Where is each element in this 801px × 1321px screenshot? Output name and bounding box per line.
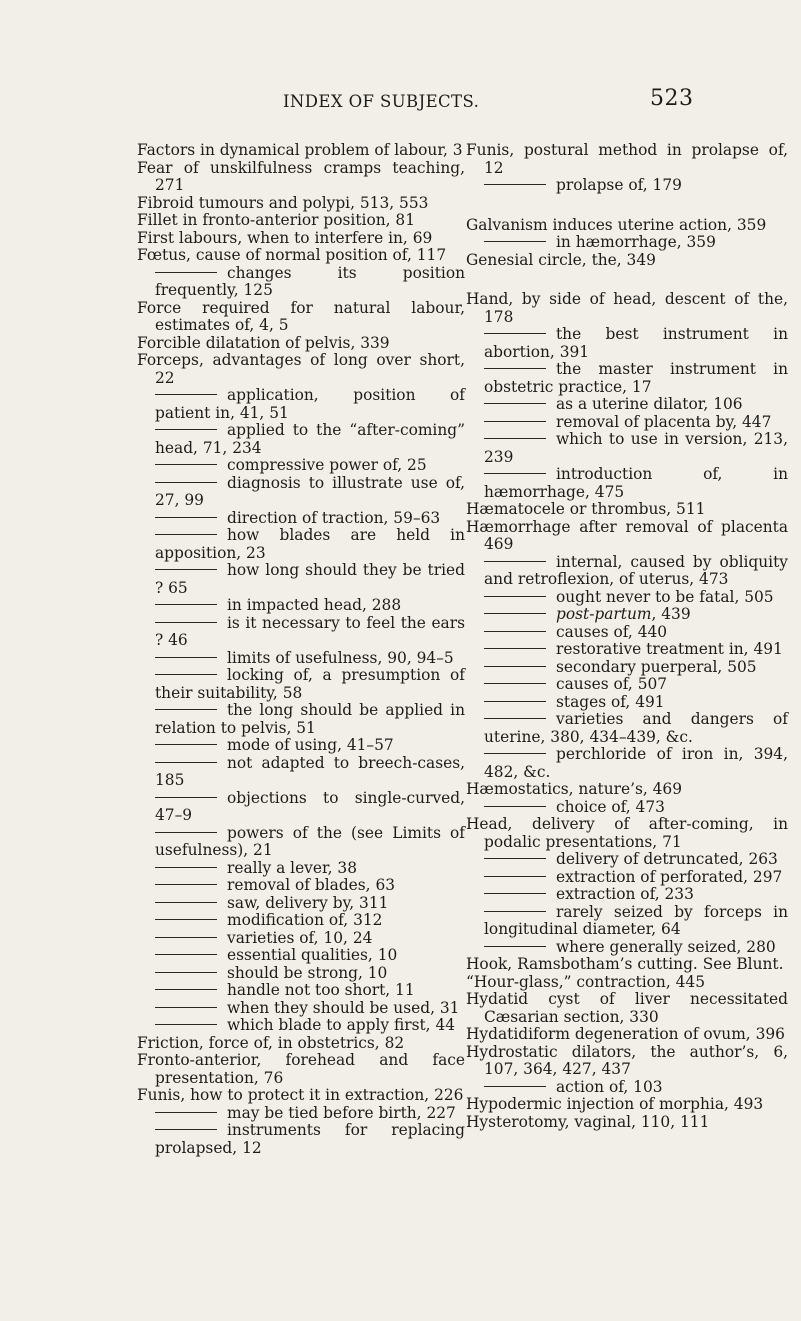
entry-text: restorative treatment in, 491	[556, 640, 783, 658]
ditto-dash	[155, 919, 217, 920]
index-subentry	[137, 790, 465, 825]
index-entry	[137, 335, 465, 353]
index-entry	[466, 956, 788, 974]
entry-italic-text: post-partum	[556, 605, 652, 623]
ditto-dash	[155, 709, 217, 710]
index-subentry	[466, 326, 788, 361]
entry-text: Hand, by side of head, descent of the, 178	[466, 290, 788, 326]
entry-text: Hypodermic injection of morphia, 493	[466, 1095, 764, 1113]
ditto-dash	[155, 832, 217, 833]
entry-text: powers of the (see Limits of usefulness), 21	[155, 823, 465, 859]
ditto-dash	[484, 666, 546, 667]
ditto-dash	[155, 482, 217, 483]
entry-text: “Hour-glass,” contraction, 445	[466, 972, 706, 991]
index-subentry	[137, 1122, 465, 1157]
entry-text: as a uterine dilator, 106	[556, 395, 743, 413]
entry-text: removal of placenta by, 447	[556, 412, 772, 431]
entry-text: Galvanism induces uterine action, 359	[466, 215, 767, 234]
entry-text: causes of, 440	[556, 622, 668, 641]
index-entry	[137, 352, 465, 387]
entry-text: choice of, 473	[556, 797, 665, 816]
ditto-dash	[484, 911, 546, 912]
entry-text: which to use in version, 213, 239	[484, 430, 788, 466]
entry-text: Hydatid cyst of liver necessitated Cæsarian section, 330	[466, 990, 788, 1026]
index-entry	[466, 1044, 788, 1079]
ditto-dash	[155, 534, 217, 535]
ditto-dash	[155, 622, 217, 623]
index-subentry	[137, 912, 465, 930]
ditto-dash	[155, 674, 217, 675]
entry-text: limits of usefulness, 90, 94–5	[227, 648, 454, 667]
ditto-dash	[484, 683, 546, 684]
entry-text: Forceps, advantages of long over short, 22	[137, 351, 465, 387]
entry-text: Hysterotomy, vaginal, 110, 111	[466, 1112, 710, 1131]
ditto-dash	[484, 561, 546, 562]
entry-text: should be strong, 10	[227, 963, 388, 982]
index-subentry	[466, 431, 788, 466]
entry-text: internal, caused by obliquity and retroflexion, of uterus, 473	[484, 552, 788, 588]
ditto-dash	[155, 272, 217, 273]
ditto-dash	[155, 937, 217, 938]
index-entry	[137, 300, 465, 335]
index-subentry	[137, 597, 465, 615]
entry-text: when they should be used, 31	[227, 998, 460, 1017]
ditto-dash	[155, 464, 217, 465]
entry-text: Fillet in fronto-anterior position, 81	[137, 211, 416, 229]
entry-text: introduction of, in hæmorrhage, 475	[484, 465, 788, 501]
entry-text: secondary puerperal, 505	[556, 657, 757, 676]
ditto-dash	[155, 1112, 217, 1113]
index-subentry	[466, 414, 788, 432]
index-subentry	[137, 702, 465, 737]
index-subentry	[137, 965, 465, 983]
entry-text: may be tied before birth, 227	[227, 1103, 456, 1122]
entry-text: is it necessary to feel the ears ? 46	[155, 613, 465, 649]
ditto-dash	[484, 701, 546, 702]
index-subentry	[137, 930, 465, 948]
entry-text: diagnosis to illustrate use of, 27, 99	[155, 473, 465, 509]
ditto-dash	[155, 1129, 217, 1130]
index-subentry	[137, 825, 465, 860]
index-subentry	[466, 886, 788, 904]
index-entry	[137, 1087, 465, 1105]
index-entry	[466, 252, 788, 270]
index-subentry	[137, 1000, 465, 1018]
index-subentry	[466, 1079, 788, 1097]
entry-text: saw, delivery by, 311	[227, 893, 389, 912]
index-subentry	[137, 562, 465, 597]
index-subentry	[466, 641, 788, 659]
index-entry	[466, 1096, 788, 1114]
page-number: 523	[650, 86, 694, 111]
entry-text: ought never to be fatal, 505	[556, 587, 774, 606]
index-subentry	[137, 860, 465, 878]
entry-text: Hæmostatics, nature’s, 469	[466, 780, 683, 798]
entry-text: extraction of, 233	[556, 885, 694, 903]
index-entry	[137, 142, 465, 160]
entry-text: applied to the “after-coming” head, 71, 234	[155, 421, 465, 457]
index-subentry	[137, 650, 465, 668]
index-subentry	[466, 746, 788, 781]
index-subentry	[466, 869, 788, 887]
index-subentry	[137, 895, 465, 913]
ditto-dash	[155, 867, 217, 868]
entry-text: Force required for natural labour, estimates of, 4, 5	[137, 298, 465, 334]
ditto-dash	[484, 473, 546, 474]
index-entry	[466, 217, 788, 235]
entry-text: modification of, 312	[227, 911, 383, 929]
entry-text: locking of, a presumption of their suitability, 58	[155, 666, 465, 702]
entry-text: essential qualities, 10	[227, 946, 398, 964]
entry-text: not adapted to breech-cases, 185	[155, 753, 465, 789]
entry-text: the best instrument in abortion, 391	[484, 325, 788, 361]
ditto-dash	[155, 429, 217, 430]
entry-text: causes of, 507	[556, 675, 668, 693]
index-subentry	[466, 466, 788, 501]
entry-text: in hæmorrhage, 359	[556, 233, 716, 251]
entry-text: Fear of unskilfulness cramps teaching, 271	[137, 158, 465, 194]
entry-text: Forcible dilatation of pelvis, 339	[137, 333, 390, 352]
entry-text: varieties of, 10, 24	[227, 928, 373, 947]
running-title: INDEX OF SUBJECTS.	[283, 92, 480, 111]
index-column-right	[466, 142, 788, 1131]
index-subentry	[137, 615, 465, 650]
ditto-dash	[484, 648, 546, 649]
index-subentry	[137, 387, 465, 422]
index-subentry	[137, 527, 465, 562]
ditto-dash	[484, 893, 546, 894]
index-subentry	[466, 659, 788, 677]
entry-text: objections to single-curved, 47–9	[155, 788, 465, 824]
entry-text: stages of, 491	[556, 692, 665, 711]
ditto-dash	[484, 876, 546, 877]
entry-text: Fronto-anterior, forehead and face presentation, 76	[137, 1051, 465, 1087]
entry-text: application, position of patient in, 41, 51	[155, 386, 465, 422]
entry-text: First labours, when to interfere in, 69	[137, 228, 433, 247]
index-entry	[466, 291, 788, 326]
ditto-dash	[484, 184, 546, 185]
ditto-dash	[484, 718, 546, 719]
index-subentry	[137, 755, 465, 790]
index-subentry	[137, 1105, 465, 1123]
ditto-dash	[484, 1086, 546, 1087]
ditto-dash	[155, 762, 217, 763]
ditto-dash	[484, 753, 546, 754]
entry-text: varieties and dangers of uterine, 380, 434–439, &c.	[484, 710, 788, 746]
ditto-dash	[155, 569, 217, 570]
index-subentry	[466, 554, 788, 589]
ditto-dash	[155, 1007, 217, 1008]
index-entry	[466, 519, 788, 554]
ditto-dash	[484, 333, 546, 334]
entry-text: instruments for replacing prolapsed, 12	[155, 1121, 465, 1157]
ditto-dash	[155, 954, 217, 955]
entry-text: compressive power of, 25	[227, 456, 427, 474]
entry-text: which blade to apply first, 44	[227, 1016, 456, 1034]
index-subentry	[137, 510, 465, 528]
index-subentry	[137, 982, 465, 1000]
ditto-dash	[155, 902, 217, 903]
ditto-dash	[155, 517, 217, 518]
index-subentry	[137, 475, 465, 510]
entry-text: direction of traction, 59–63	[227, 508, 441, 527]
ditto-dash	[484, 806, 546, 807]
index-entry	[466, 991, 788, 1026]
index-entry	[466, 974, 788, 992]
index-subentry	[466, 851, 788, 869]
entry-text: the master instrument in obstetric practice, 17	[484, 360, 788, 396]
page-header	[0, 86, 801, 116]
index-subentry	[137, 265, 465, 300]
ditto-dash	[484, 438, 546, 439]
entry-text: Funis, postural method in prolapse of, 12	[466, 141, 788, 177]
index-subentry	[466, 396, 788, 414]
index-subentry	[466, 904, 788, 939]
index-entry	[137, 247, 465, 265]
ditto-dash	[484, 368, 546, 369]
entry-text: Friction, force of, in obstetrics, 82	[137, 1033, 405, 1052]
entry-text: Genesial circle, the, 349	[466, 250, 656, 269]
entry-text: Hydatidiform degeneration of ovum, 396	[466, 1025, 785, 1043]
index-subentry	[137, 422, 465, 457]
entry-text: changes its position frequently, 125	[155, 263, 465, 299]
index-subentry	[137, 877, 465, 895]
entry-text: in impacted head, 288	[227, 596, 402, 614]
entry-text: Hydrostatic dilators, the author’s, 6, 107, 364, 427, 437	[466, 1042, 788, 1078]
index-subentry	[466, 234, 788, 252]
entry-text: Head, delivery of after-coming, in podalic presentations, 71	[466, 815, 788, 851]
index-subentry	[466, 711, 788, 746]
index-subentry	[466, 606, 788, 624]
index-subentry	[137, 947, 465, 965]
ditto-dash	[484, 946, 546, 947]
index-entry	[466, 781, 788, 799]
ditto-dash	[484, 613, 546, 614]
entry-text: the long should be applied in relation to pelvis, 51	[155, 701, 465, 737]
index-entry	[466, 816, 788, 851]
index-subentry	[466, 939, 788, 957]
index-entry	[466, 1026, 788, 1044]
entry-text: removal of blades, 63	[227, 876, 396, 894]
index-entry	[137, 212, 465, 230]
index-entry	[466, 501, 788, 519]
index-entry	[137, 230, 465, 248]
entry-text: Hæmorrhage after removal of placenta 469	[466, 517, 788, 553]
entry-text: prolapse of, 179	[556, 176, 682, 194]
ditto-dash	[484, 403, 546, 404]
entry-text: Fœtus, cause of normal position of, 117	[137, 246, 447, 264]
index-subentry	[466, 177, 788, 195]
ditto-dash	[155, 972, 217, 973]
ditto-dash	[155, 604, 217, 605]
entry-text: Fibroid tumours and polypi, 513, 553	[137, 193, 429, 212]
index-entry	[137, 160, 465, 195]
entry-text: delivery of detruncated, 263	[556, 850, 778, 868]
entry-text: , 439	[651, 605, 691, 623]
entry-text: Hook, Ramsbotham’s cutting. See Blunt.	[466, 955, 784, 973]
index-subentry	[466, 361, 788, 396]
entry-text: Funis, how to protect it in extraction, 226	[137, 1086, 464, 1104]
ditto-dash	[155, 989, 217, 990]
ditto-dash	[155, 394, 217, 395]
ditto-dash	[155, 884, 217, 885]
entry-text: how blades are held in apposition, 23	[155, 526, 465, 562]
index-subentry	[466, 676, 788, 694]
index-subentry	[466, 589, 788, 607]
index-subentry	[466, 694, 788, 712]
ditto-dash	[484, 421, 546, 422]
ditto-dash	[155, 744, 217, 745]
index-subentry	[466, 624, 788, 642]
index-entry	[466, 142, 788, 177]
index-subentry	[137, 737, 465, 755]
entry-text: extraction of perforated, 297	[556, 867, 783, 886]
entry-text: rarely seized by forceps in longitudinal diameter, 64	[484, 902, 788, 938]
entry-text: really a lever, 38	[227, 858, 358, 877]
entry-text: Hæmatocele or thrombus, 511	[466, 500, 706, 518]
entry-text: action of, 103	[556, 1077, 663, 1096]
entry-text: where generally seized, 280	[556, 937, 776, 956]
ditto-dash	[484, 631, 546, 632]
entry-text: how long should they be tried ? 65	[155, 561, 465, 597]
index-subentry	[137, 667, 465, 702]
ditto-dash	[484, 596, 546, 597]
entry-text: Factors in dynamical problem of labour, 3	[137, 141, 463, 159]
index-subentry	[137, 457, 465, 475]
index-entry	[466, 1114, 788, 1132]
ditto-dash	[155, 797, 217, 798]
index-subentry	[137, 1017, 465, 1035]
ditto-dash	[155, 657, 217, 658]
entry-text: mode of using, 41–57	[227, 736, 394, 754]
index-subentry	[466, 799, 788, 817]
entry-text: handle not too short, 11	[227, 981, 415, 999]
entry-text: perchloride of iron in, 394, 482, &c.	[484, 745, 788, 781]
index-entry	[137, 1052, 465, 1087]
ditto-dash	[484, 858, 546, 859]
index-column-left	[137, 142, 465, 1157]
ditto-dash	[155, 1024, 217, 1025]
ditto-dash	[484, 241, 546, 242]
index-entry	[137, 195, 465, 213]
index-entry	[137, 1035, 465, 1053]
